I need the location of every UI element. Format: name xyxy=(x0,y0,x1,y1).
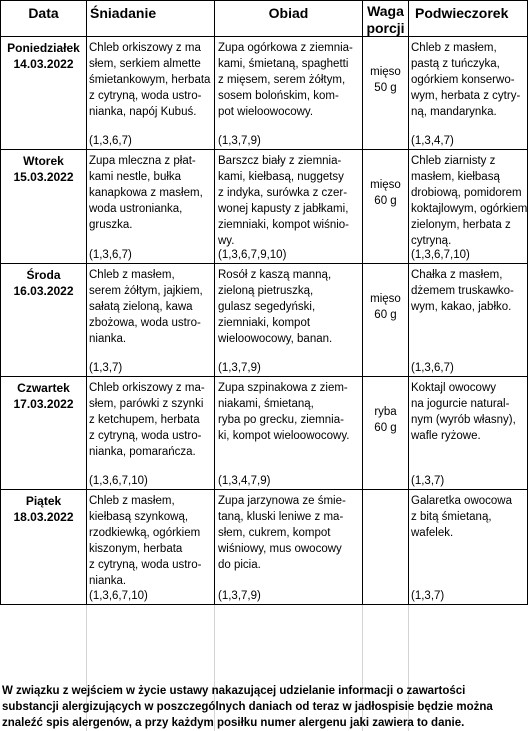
day-row xyxy=(0,490,528,605)
day-cell xyxy=(0,37,86,149)
podwieczorek-line: wafle ryżowe. xyxy=(411,430,481,442)
podwieczorek-cell xyxy=(408,264,528,376)
podwieczorek-cell xyxy=(408,377,528,489)
sniadanie-line: serem żółtym, jajkiem, xyxy=(89,285,203,297)
waga-line xyxy=(363,517,408,533)
sniadanie-line: z cytryną, woda ustro- xyxy=(89,430,202,442)
sniadanie-line: z cytryną, woda ustro- xyxy=(89,90,202,102)
sniadanie-line: rzodkiewką, ogórkiem xyxy=(89,527,201,539)
day-date: 17.03.2022 xyxy=(13,397,74,411)
sniadanie-cell xyxy=(86,490,214,604)
allergen-codes: (1,3,6,7,10) xyxy=(89,590,148,602)
waga-line: mięso xyxy=(370,293,401,305)
obiad-line: wieloowocowy, banan. xyxy=(218,333,333,345)
podwieczorek-cell xyxy=(408,37,528,149)
podwieczorek-line: drobiową, pomidorem xyxy=(411,187,522,199)
podwieczorek-line: Koktajl owocowy xyxy=(411,382,497,394)
header-podwieczorek xyxy=(408,0,528,37)
header-sniadanie-label: Śniadanie xyxy=(90,5,157,21)
sniadanie-line: Chleb z masłem, xyxy=(89,495,175,507)
day-name: Czwartek xyxy=(17,381,70,395)
waga-line xyxy=(363,533,408,549)
obiad-line: z mięsem, serem żółtym, xyxy=(218,74,346,86)
day-name: Poniedziałek xyxy=(7,41,80,55)
header-obiad-label: Obiad xyxy=(268,5,309,21)
podwieczorek-line: pastą z tuńczyka, xyxy=(411,58,500,70)
sniadanie-line: Zupa mleczna z płat- xyxy=(89,155,196,167)
obiad-cell xyxy=(214,377,362,489)
sniadanie-line: słem, serkiem almette xyxy=(89,58,201,70)
day-cell xyxy=(0,490,86,604)
podwieczorek-line: wym, kakao, jabłko. xyxy=(411,301,512,313)
podwieczorek-line: z bitą śmietaną, xyxy=(411,511,492,523)
day-row xyxy=(0,150,528,264)
sniadanie-line: kanapkowa z masłem, xyxy=(89,187,203,199)
podwieczorek-line: ogórkiem konserwo- xyxy=(411,74,515,86)
allergen-codes: (1,3,7,9) xyxy=(218,590,261,602)
podwieczorek-line: na jogurcie natural- xyxy=(411,398,510,410)
waga-line: 60 g xyxy=(374,309,397,321)
day-row xyxy=(0,37,528,150)
spacer xyxy=(363,493,408,517)
obiad-line: Rosół z kaszą manną, xyxy=(218,269,332,281)
podwieczorek-line: wym, herbata z cytry- xyxy=(411,90,521,102)
day-date: 16.03.2022 xyxy=(13,284,74,298)
day-row xyxy=(0,264,528,377)
sniadanie-line: słem, parówki z szynki xyxy=(89,398,204,410)
sniadanie-line: kami nestle, bułka xyxy=(89,171,182,183)
podwieczorek-line: dżemem truskawko- xyxy=(411,285,514,297)
sniadanie-line: śmietankowym, herbata xyxy=(89,74,211,86)
obiad-cell xyxy=(214,37,362,149)
obiad-line: taną, kluski leniwe z ma- xyxy=(218,511,344,523)
podwieczorek-line: Chleb z masłem, xyxy=(411,42,497,54)
header-data-label: Data xyxy=(28,5,59,21)
day-date: 15.03.2022 xyxy=(13,170,74,184)
sniadanie-line: nianka, napój Kubuś. xyxy=(89,106,197,118)
obiad-line: gulasz segedyński, xyxy=(218,301,316,313)
day-name: Środa xyxy=(26,268,61,282)
sniadanie-line: z ketchupem, herbata xyxy=(89,414,200,426)
allergen-note-line: substancji alergizujących w poszczególnych daniach od teraz w jadłospisie będzie można xyxy=(2,701,493,713)
spacer xyxy=(363,40,408,64)
day-cell xyxy=(0,150,86,263)
allergen-codes: (1,3,6,7,10) xyxy=(89,475,148,487)
waga-line: 60 g xyxy=(374,422,397,434)
allergen-note-line: W związku z wejściem w życie ustawy nakazującej udzielanie informacji o zawartości xyxy=(2,685,466,697)
obiad-line: wonej kapusty z jabłkami, xyxy=(218,203,349,215)
allergen-codes: (1,3,4,7,9) xyxy=(218,475,271,487)
allergen-codes: (1,3,7) xyxy=(89,362,123,374)
obiad-line: pot wieloowocowy. xyxy=(218,106,314,118)
header-sniadanie xyxy=(86,0,214,37)
sniadanie-line: gruszka. xyxy=(89,219,133,231)
sniadanie-cell xyxy=(86,264,214,376)
obiad-cell xyxy=(214,264,362,376)
waga-cell xyxy=(362,377,408,489)
obiad-line: słem, cukrem, kompot xyxy=(218,527,331,539)
allergen-note xyxy=(2,683,522,731)
day-date: 18.03.2022 xyxy=(13,510,74,524)
spacer xyxy=(363,380,408,404)
sniadanie-line: nianka. xyxy=(89,333,127,345)
obiad-line: niakami, śmietaną, xyxy=(218,398,314,410)
obiad-cell xyxy=(214,490,362,604)
allergen-codes: (1,3,7,9) xyxy=(218,362,261,374)
obiad-line: kami, kiełbasą, nuggetsy xyxy=(218,171,344,183)
allergen-codes: (1,3,7,9) xyxy=(218,135,261,147)
sniadanie-line: Chleb orkiszowy z ma- xyxy=(89,382,205,394)
allergen-codes: (1,3,6,7) xyxy=(411,362,454,374)
header-waga-label-2: porcji xyxy=(366,20,405,36)
waga-line: mięso xyxy=(370,66,401,78)
podwieczorek-cell xyxy=(408,150,528,263)
day-date: 14.03.2022 xyxy=(13,57,74,71)
obiad-line: ziemniaki, kompot wiśnio- xyxy=(218,219,350,231)
sniadanie-line: nianka. xyxy=(89,575,127,587)
obiad-line: Zupa ogórkowa z ziemnia- xyxy=(218,42,353,54)
sniadanie-cell xyxy=(86,37,214,149)
spacer xyxy=(363,153,408,177)
allergen-note-line: znaleźć spis alergenów, a przy każdym posiłku numer alergenu jaki zawiera to danie. xyxy=(2,717,465,729)
sniadanie-line: z cytryną, woda ustro- xyxy=(89,559,202,571)
podwieczorek-line: Chałka z masłem, xyxy=(411,269,503,281)
sniadanie-line: Chleb z masłem, xyxy=(89,269,175,281)
sniadanie-line: woda ustronianka, xyxy=(89,203,183,215)
sniadanie-line: kiszonym, herbata xyxy=(89,543,183,555)
day-name: Wtorek xyxy=(23,154,64,168)
day-name: Piątek xyxy=(25,494,62,508)
obiad-line: wiśniowy, mus owocowy xyxy=(218,543,342,555)
obiad-line: Zupa szpinakowa z ziem- xyxy=(218,382,348,394)
obiad-line: ryba po grecku, ziemnia- xyxy=(218,414,344,426)
podwieczorek-line: cytryną. xyxy=(411,235,452,247)
sniadanie-cell xyxy=(86,150,214,263)
waga-cell xyxy=(362,37,408,149)
allergen-codes: (1,3,4,7) xyxy=(411,135,454,147)
header-waga-label-1: Waga xyxy=(367,3,404,19)
sniadanie-line: sałatą zieloną, kawa xyxy=(89,301,193,313)
podwieczorek-line: Chleb ziarnisty z xyxy=(411,155,496,167)
waga-line: 60 g xyxy=(374,195,397,207)
allergen-codes: (1,3,6,7) xyxy=(89,135,132,147)
podwieczorek-line: koktajlowym, ogórkiem xyxy=(411,203,528,215)
obiad-line: ziemniaki, kompot xyxy=(218,317,311,329)
header-podwieczorek-label: Podwieczorek xyxy=(415,5,509,21)
sniadanie-line: nianka, pomarańcza. xyxy=(89,446,196,458)
podwieczorek-line: zielonym, herbata z xyxy=(411,219,511,231)
obiad-line: sosem bolońskim, kom- xyxy=(218,90,339,102)
sniadanie-cell xyxy=(86,377,214,489)
header-waga xyxy=(362,0,408,37)
waga-line: mięso xyxy=(370,179,401,191)
allergen-codes: (1,3,6,7,10) xyxy=(411,249,470,261)
allergen-codes: (1,3,6,7,9,10) xyxy=(218,249,287,261)
day-cell xyxy=(0,264,86,376)
podwieczorek-cell xyxy=(408,490,528,604)
obiad-cell xyxy=(214,150,362,263)
header-obiad xyxy=(214,0,362,37)
podwieczorek-line: Galaretka owocowa xyxy=(411,495,512,507)
podwieczorek-line: wafelek. xyxy=(411,527,454,539)
waga-cell xyxy=(362,150,408,263)
obiad-line: ki, kompot wieloowocowy. xyxy=(218,430,350,442)
obiad-line: zieloną pietruszką, xyxy=(218,285,314,297)
day-row xyxy=(0,377,528,490)
waga-cell xyxy=(362,490,408,604)
waga-line: ryba xyxy=(374,406,397,418)
obiad-line: do picia. xyxy=(218,559,261,571)
allergen-codes: (1,3,6,7) xyxy=(89,249,132,261)
spacer xyxy=(363,267,408,291)
waga-cell xyxy=(362,264,408,376)
day-cell xyxy=(0,377,86,489)
allergen-codes: (1,3,7) xyxy=(411,475,445,487)
obiad-line: z indyka, surówka z czer- xyxy=(218,187,348,199)
podwieczorek-line: masłem, kiełbasą xyxy=(411,171,500,183)
obiad-line: kami, śmietaną, spaghetti xyxy=(218,58,349,70)
podwieczorek-line: nym (wyrób własny), xyxy=(411,414,516,426)
obiad-line: Zupa jarzynowa ze śmie- xyxy=(218,495,346,507)
allergen-codes: (1,3,7) xyxy=(411,590,445,602)
obiad-line: Barszcz biały z ziemnia- xyxy=(218,155,342,167)
header-data xyxy=(0,0,86,37)
waga-line: 50 g xyxy=(374,82,397,94)
obiad-line: wy. xyxy=(218,235,235,247)
sniadanie-line: kiełbasą szynkową, xyxy=(89,511,189,523)
sniadanie-line: zbożowa, woda ustro- xyxy=(89,317,201,329)
sniadanie-line: Chleb orkiszowy z ma xyxy=(89,42,201,54)
podwieczorek-line: ną, mandarynka. xyxy=(411,106,497,118)
